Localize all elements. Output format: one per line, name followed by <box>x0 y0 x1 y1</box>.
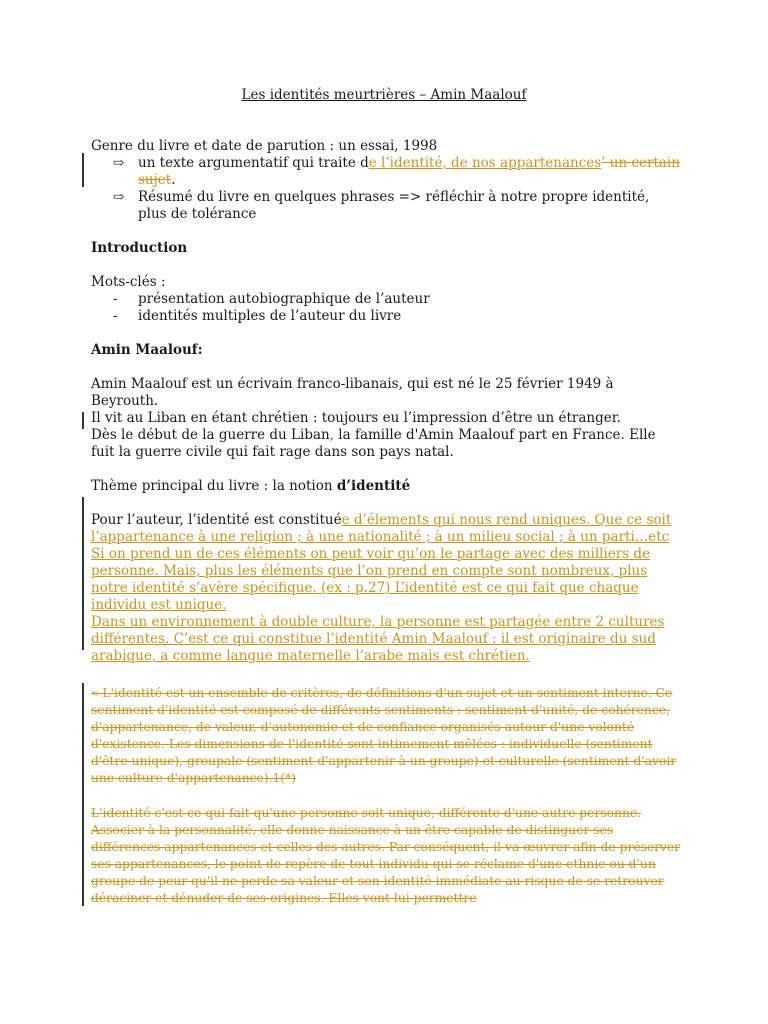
deleted-paragraph: L'identité c'est ce qui fait qu'une personne soit unique, différente d'une autre personne. Associer à la personnalité, elle donne naissance à un être capable de distinguer ses différences appartenances et celles des autres. Par conséquent, il va œuvrer afin de préserver ses appartenances, le point de repère de tout individu qui se réclame d'une ethnie ou d'un groupe de peur qu'il ne perde sa valeur et son identité immédiate au risque de se retrouver déraciner et dénuder de ses origines. Elles vont lui permettre <box>91 805 681 906</box>
section-heading: Amin Maalouf: <box>91 342 203 358</box>
bullet-item: ⇨ un texte argumentatif qui traite de l’identité, de nos appartenances’ un certain sujet. <box>113 155 680 188</box>
genre-line: Genre du livre et date de parution : un essai, 1998 <box>91 138 438 154</box>
revision-mark: , <box>329 427 334 443</box>
paragraph: Thème principal du livre : la notion d’identité <box>91 478 411 494</box>
paragraph: Pour l’auteur, l’identité est constituée d’élements qui nous rend uniques. Que ce soit l’appartenance à une religion ; à une nationalité ; à un milieu social ; à un parti…etc <box>91 512 672 545</box>
change-bar <box>82 153 84 187</box>
change-bar <box>82 683 84 906</box>
inserted-text: e d’élements qui nous rend uniques. Que ce soit l’appartenance à une religion ; à une nationalité ; à un milieu social ; à un parti…etc <box>91 512 672 545</box>
paragraph: Amin Maalouf est un écrivain franco-libanais, qui est né le 25 février 1949 à Beyrouth. <box>91 376 614 409</box>
deleted-text: sujet <box>138 172 172 188</box>
change-bar <box>82 412 84 429</box>
body-deleted <box>91 685 683 907</box>
bullet-item: ⇨ Résumé du livre en quelques phrases => réfléchir à notre propre identité, plus de tolérance <box>113 189 650 222</box>
deleted-paragraph: « L'identité est un ensemble de critères, de définitions d'un sujet et un sentiment interne. Ce sentiment d'identité est composé de différents sentiments : sentiment d'unité, de cohérence, d'appartenance, de valeur, d'autonomie et de confiance organisés autour d'une volonté d'existence. Les dimensions de l'identité sont intimement mêlées : individuelle (sentiment d'être unique), groupale (sentiment d'appartenir à un groupe) et culturelle (sentiment d'avoir une culture d'appartenance).1(*) <box>91 686 677 786</box>
inserted-paragraph: Dans un environnement à double culture, la personne est partagée entre 2 cultures différentes. C’est ce qui constitue l’identité Amin Maalouf : il est originaire du sud arabique, a comme langue maternelle l’arabe mais est chrétien. <box>91 614 665 664</box>
paragraph: Il vit au Liban en étant chrétien : toujours eu l’impression d’être un étranger. <box>91 410 621 426</box>
inserted-text: e l’identité, de nos appartenances <box>368 155 602 171</box>
document-title: Les identités meurtrières – Amin Maalouf <box>241 87 527 103</box>
body-top <box>91 138 681 665</box>
arrow-right-outline-icon: ⇨ <box>113 189 125 205</box>
paragraph: Dès le début de la guerre du Liban, la famille d'Amin Maalouf part en France. Elle fuit la guerre civile qui fait rage dans son pays natal. <box>91 427 656 460</box>
list-item: - présentation autobiographique de l’auteur <box>113 291 430 307</box>
deleted-text: ’ un certain <box>601 155 680 171</box>
list-item: - identités multiples de l’auteur du livre <box>113 308 402 324</box>
section-heading: Introduction <box>91 240 188 256</box>
keywords-label: Mots-clés : <box>91 274 166 290</box>
change-bar <box>82 497 84 650</box>
arrow-right-outline-icon: ⇨ <box>113 155 125 171</box>
inserted-paragraph: Si on prend un de ces éléments on peut voir qu’on le partage avec des milliers de personne. Mais, plus les éléments que l’on prend en compte sont nombreux, plus notre identité s’avère spécifique. (ex : p.27) L’identité est ce qui fait que chaque individu est unique. <box>91 546 651 613</box>
